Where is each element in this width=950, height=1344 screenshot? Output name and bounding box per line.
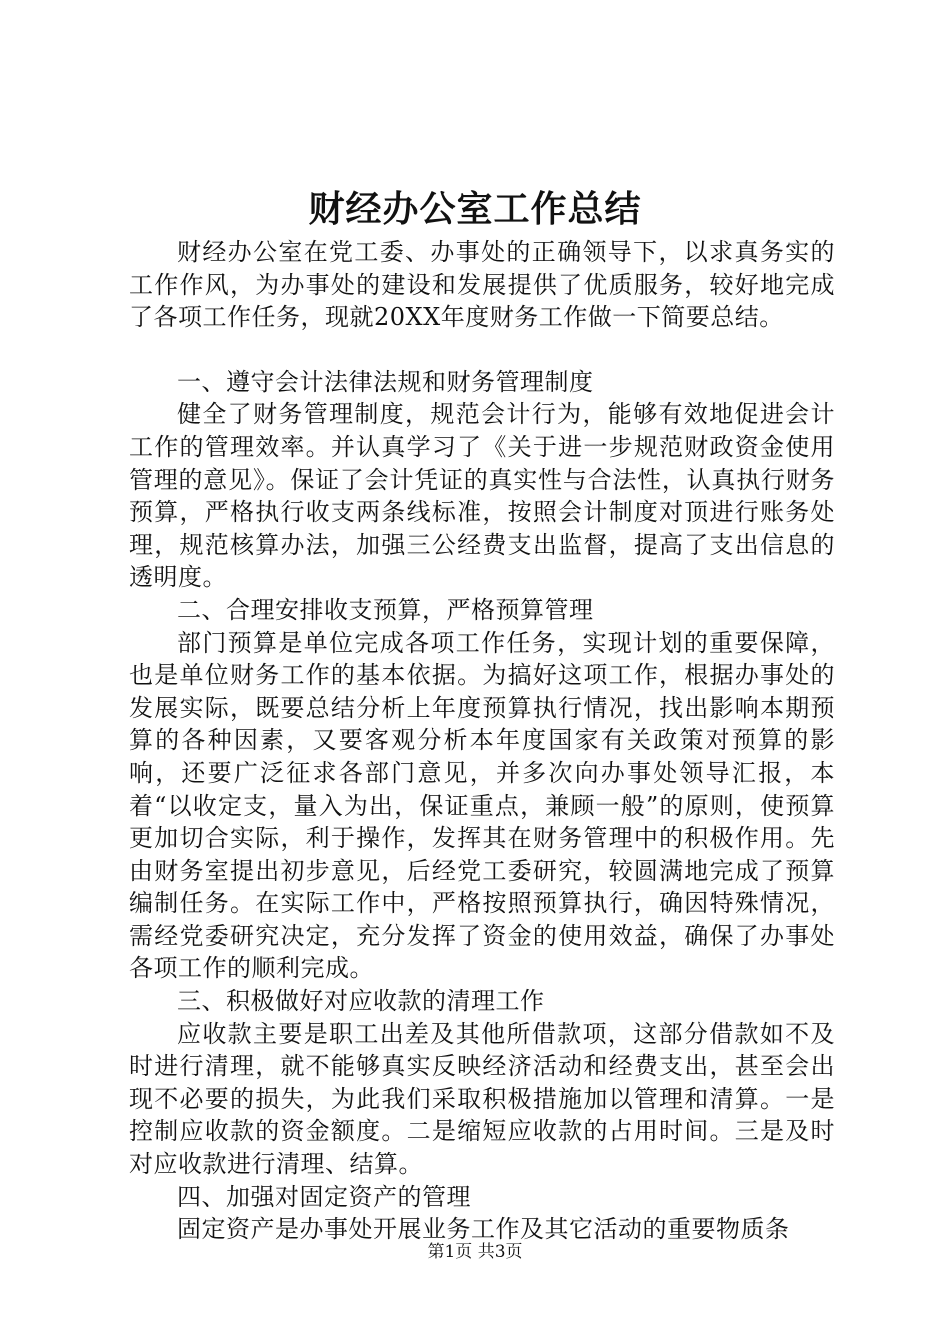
section-heading-4: 四、加强对固定资产的管理 [177, 1182, 471, 1211]
section-body-2: 部门预算是单位完成各项工作任务，实现计划的重要保障，也是单位财务工作的基本依据。为搞好这项工作，根据办事处的发展实际，既要总结分析上年度预算执行情况，找出影响本期预算的各种因素，又要客观分析本年度国家有关政策对预算的影响，还要广泛征求各部门意见，并多次向办事处领导汇报，本着“以收定支，量入为出，保证重点，兼顾一般”的原则，使预算更加切合实际，利于操作，发挥其在财务管理中的积极作用。先由财务室提出初步意见，后经党工委研究，较圆满地完成了预算编制任务。在实际工作中，严格按照预算执行，确因特殊情况，需经党委研究决定，充分发挥了资金的使用效益，确保了办事处各项工作的顺利完成。 [129, 628, 835, 983]
section-heading-3: 三、积极做好对应收款的清理工作 [177, 987, 545, 1016]
paragraph-spacer [129, 334, 835, 366]
section-heading-2: 二、合理安排收支预算，严格预算管理 [177, 595, 594, 624]
section-body-3: 应收款主要是职工出差及其他所借款项，这部分借款如不及时进行清理，就不能够真实反映经济活动和经费支出，甚至会出现不必要的损失，为此我们采取积极措施加以管理和清算。一是控制应收款的资金额度。二是缩短应收款的占用时间。三是及时对应收款进行清理、结算。 [129, 1019, 835, 1179]
section-body-1: 健全了财务管理制度，规范会计行为，能够有效地促进会计工作的管理效率。并认真学习了《关于进一步规范财政资金使用管理的意见》。保证了会计凭证的真实性与合法性，认真执行财务预算，严格执行收支两条线标准，按照会计制度对顶进行账务处理，规范核算办法，加强三公经费支出监督，提高了支出信息的透明度。 [129, 400, 835, 592]
document-title: 财经办公室工作总结 [308, 189, 642, 230]
intro-paragraph: 财经办公室在党工委、办事处的正确领导下，以求真务实的工作作风，为办事处的建设和发展提供了优质服务，较好地完成了各项工作任务，现就20XX年度财务工作做一下简要总结。 [129, 238, 835, 332]
page-number-footer: 第1页 共3页 [427, 1242, 523, 1262]
document-body [129, 236, 835, 1246]
section-body-4: 固定资产是办事处开展业务工作及其它活动的重要物质条 [177, 1215, 790, 1244]
section-heading-1: 一、遵守会计法律法规和财务管理制度 [177, 367, 594, 396]
